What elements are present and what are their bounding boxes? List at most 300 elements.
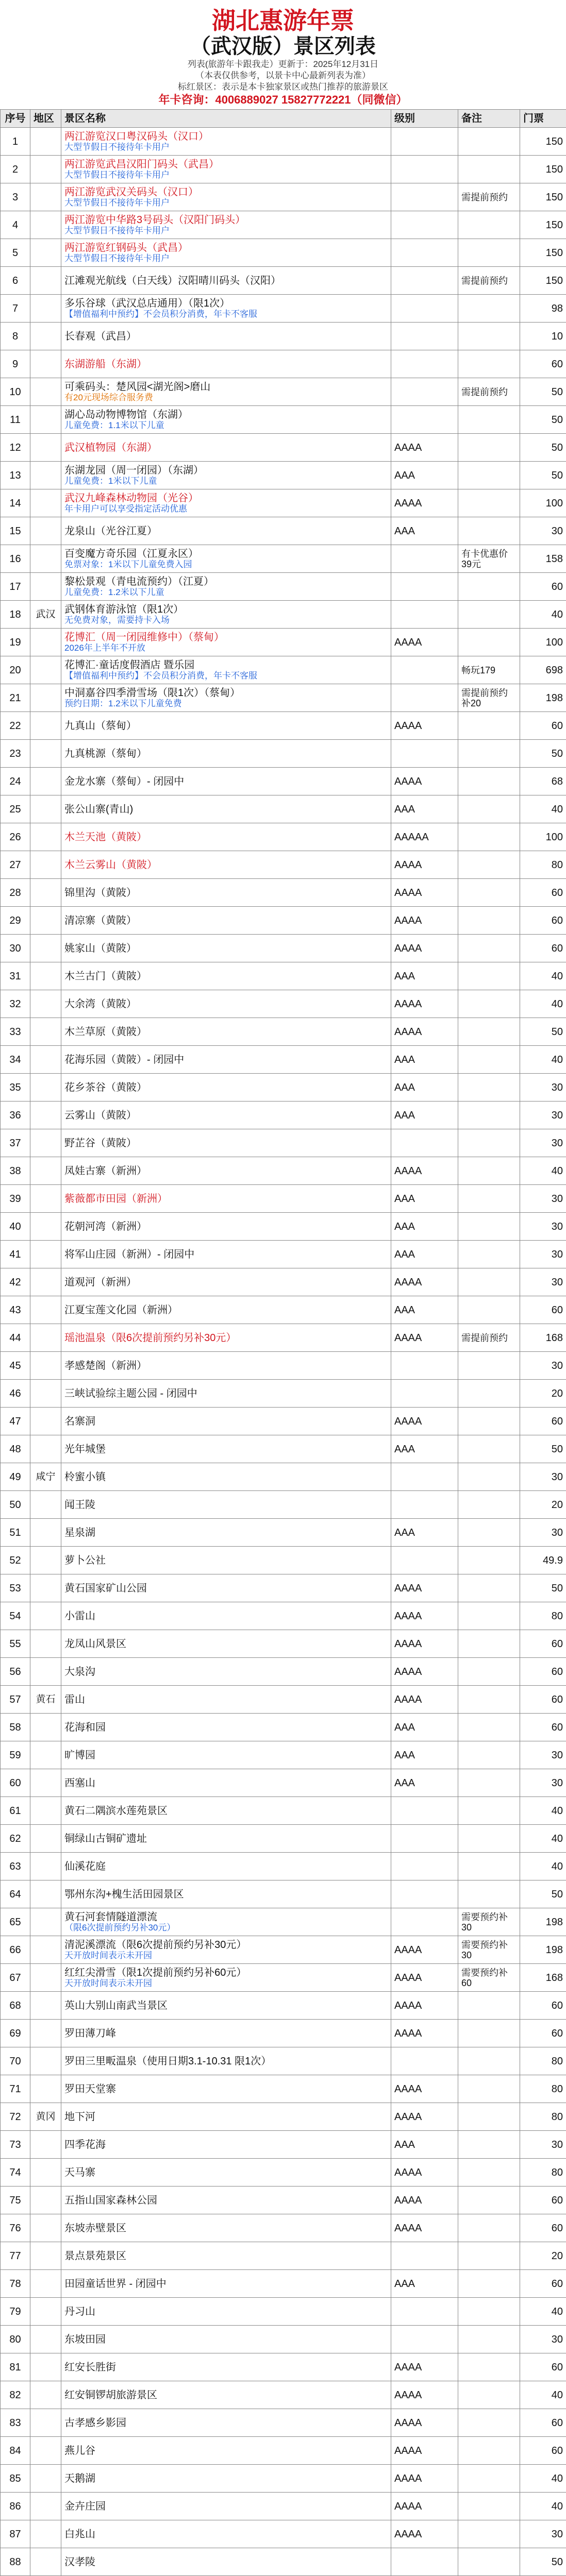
row-name-cell (61, 1630, 391, 1658)
page-title: 湖北惠游年票 (212, 7, 354, 34)
row-note (458, 1547, 520, 1574)
row-price: 30 (520, 1101, 566, 1129)
scenic-subnote: 天开放时间表示未开园 (64, 1978, 152, 1988)
row-name-cell (61, 2270, 391, 2298)
table-row (1, 573, 566, 601)
row-price: 80 (520, 851, 566, 879)
row-note (458, 1268, 520, 1296)
row-level (391, 1380, 458, 1408)
row-price: 198 (520, 1908, 566, 1936)
row-no: 42 (1, 1268, 30, 1296)
row-name-cell (61, 1491, 391, 1519)
row-name-cell (61, 323, 391, 350)
row-level: AAA (391, 1519, 458, 1547)
row-level: AAAA (391, 907, 458, 935)
row-note (458, 1129, 520, 1157)
scenic-subnote: 大型节假日不接待年卡用户 (64, 142, 170, 152)
row-price: 60 (520, 2187, 566, 2214)
row-no: 34 (1, 1046, 30, 1074)
scenic-name: 三峡试验综主题公园 - 闭园中 (64, 1387, 197, 1399)
row-level (391, 573, 458, 601)
row-region (30, 1992, 61, 2020)
column-header-price: 门票 (520, 110, 566, 128)
row-name-cell (61, 2465, 391, 2493)
row-price: 198 (520, 684, 566, 712)
row-region (30, 1296, 61, 1324)
scenic-name: 湖心岛动物博物馆（东湖） (64, 409, 188, 420)
table-row (1, 2437, 566, 2465)
row-region (30, 1741, 61, 1769)
row-note (458, 323, 520, 350)
row-note (458, 2409, 520, 2437)
row-name-cell (61, 1880, 391, 1908)
row-note (458, 211, 520, 239)
row-price: 60 (520, 2020, 566, 2047)
row-level (391, 1463, 458, 1491)
column-header-region: 地区 (30, 110, 61, 128)
row-note (458, 1880, 520, 1908)
row-name-cell (61, 183, 391, 211)
row-note (458, 1686, 520, 1714)
row-price: 60 (520, 1630, 566, 1658)
row-region (30, 907, 61, 935)
scenic-name: 百变魔方奇乐园（江夏永区） (64, 548, 198, 560)
scenic-name: 黄石二隅滨水莲苑景区 (64, 1805, 168, 1817)
row-note (458, 2131, 520, 2159)
row-name-cell (61, 1574, 391, 1602)
row-level: AAAA (391, 1157, 458, 1185)
row-region (30, 1519, 61, 1547)
row-no: 17 (1, 573, 30, 601)
row-name-cell (61, 2242, 391, 2270)
row-note (458, 1769, 520, 1797)
table-row (1, 1880, 566, 1908)
table-row (1, 1074, 566, 1101)
row-region (30, 1964, 61, 1992)
table-row (1, 2047, 566, 2075)
scenic-name: 可乘码头：楚风园<湖光阁>磨山 (64, 381, 211, 393)
row-level: AAAA (391, 2493, 458, 2520)
row-name-cell (61, 795, 391, 823)
row-name-cell (61, 573, 391, 601)
scenic-name: 地下河 (64, 2111, 95, 2123)
row-region (30, 1101, 61, 1129)
row-region (30, 434, 61, 462)
row-price: 50 (520, 434, 566, 462)
row-no: 31 (1, 962, 30, 990)
scenic-name: 仙溪花庭 (64, 1860, 106, 1872)
row-note (458, 462, 520, 489)
row-note (458, 406, 520, 434)
row-price: 50 (520, 1435, 566, 1463)
row-region (30, 1157, 61, 1185)
row-price: 40 (520, 1046, 566, 1074)
row-region (30, 156, 61, 183)
row-name-cell (61, 2437, 391, 2465)
row-region (30, 1018, 61, 1046)
row-name-cell (61, 2548, 391, 2576)
row-note (458, 629, 520, 656)
row-level: AAAA (391, 990, 458, 1018)
row-level: AAA (391, 1741, 458, 1769)
row-name-cell (61, 378, 391, 406)
reference-note: （本表仅供参考，以景卡中心最新列表为准） (195, 71, 371, 80)
table-row (1, 2298, 566, 2326)
scenic-name: 西塞山 (64, 1777, 95, 1789)
row-level: AAAA (391, 2353, 458, 2381)
row-region (30, 573, 61, 601)
scenic-name: 多乐谷球（武汉总店通用）（限1次） (64, 297, 230, 309)
row-price: 100 (520, 629, 566, 656)
row-price: 60 (520, 573, 566, 601)
row-price: 40 (520, 1797, 566, 1825)
row-region (30, 267, 61, 295)
scenic-name: 九真桃源（蔡甸） (64, 748, 147, 759)
row-level: AAA (391, 462, 458, 489)
row-region (30, 1352, 61, 1380)
row-no: 41 (1, 1241, 30, 1268)
row-no: 24 (1, 768, 30, 795)
table-row (1, 489, 566, 517)
scenic-name: 花博汇（周一闭园维修中）（蔡甸） (64, 631, 224, 643)
table-row (1, 1908, 566, 1936)
row-region (30, 2493, 61, 2520)
row-note (458, 2381, 520, 2409)
row-price: 40 (520, 962, 566, 990)
row-region: 黄冈 (30, 2103, 61, 2131)
row-no: 22 (1, 712, 30, 740)
row-note (458, 2214, 520, 2242)
row-level (391, 128, 458, 156)
row-region (30, 1491, 61, 1519)
row-region (30, 2270, 61, 2298)
row-region (30, 935, 61, 962)
row-region (30, 1853, 61, 1880)
row-no: 11 (1, 406, 30, 434)
row-name-cell (61, 962, 391, 990)
table-row (1, 1769, 566, 1797)
row-level (391, 350, 458, 378)
row-price: 68 (520, 768, 566, 795)
row-name-cell (61, 684, 391, 712)
scenic-name: 瑶池温泉（限6次提前预约另补30元） (64, 1332, 237, 1344)
row-level (391, 1547, 458, 1574)
table-row (1, 1936, 566, 1964)
row-region (30, 2075, 61, 2103)
row-region (30, 2242, 61, 2270)
row-name-cell (61, 656, 391, 684)
row-name-cell (61, 2159, 391, 2187)
row-note (458, 795, 520, 823)
scenic-name: 东湖龙园（周一闭园）（东湖） (64, 464, 204, 476)
row-region (30, 1658, 61, 1686)
row-no: 49 (1, 1463, 30, 1491)
row-no: 6 (1, 267, 30, 295)
row-price: 98 (520, 295, 566, 323)
scenic-name: 星泉湖 (64, 1527, 95, 1538)
table-row (1, 2103, 566, 2131)
row-region (30, 378, 61, 406)
row-name-cell (61, 2381, 391, 2409)
table-row (1, 1574, 566, 1602)
row-note (458, 990, 520, 1018)
row-level: AAA (391, 1435, 458, 1463)
table-row (1, 2465, 566, 2493)
row-price: 80 (520, 2075, 566, 2103)
row-no: 14 (1, 489, 30, 517)
table-row (1, 2326, 566, 2353)
row-note (458, 1658, 520, 1686)
scenic-name: 光年城堡 (64, 1443, 106, 1455)
row-level: AAA (391, 1101, 458, 1129)
row-note (458, 2298, 520, 2326)
row-level (391, 239, 458, 267)
row-note (458, 1408, 520, 1435)
row-region (30, 1602, 61, 1630)
scenic-name: 野芷谷（黄陂） (64, 1137, 137, 1149)
table-row (1, 1352, 566, 1380)
table-row (1, 935, 566, 962)
row-no: 80 (1, 2326, 30, 2353)
row-price: 60 (520, 2214, 566, 2242)
row-region (30, 1380, 61, 1408)
row-no: 64 (1, 1880, 30, 1908)
row-price: 50 (520, 2548, 566, 2576)
row-price: 158 (520, 545, 566, 573)
row-note (458, 128, 520, 156)
row-region (30, 879, 61, 907)
row-name-cell (61, 907, 391, 935)
row-level: AAAA (391, 1964, 458, 1992)
row-note: 需要预约补60 (458, 1964, 520, 1992)
row-price: 40 (520, 601, 566, 629)
row-note (458, 1797, 520, 1825)
row-level (391, 684, 458, 712)
row-level (391, 1908, 458, 1936)
row-level: AAAA (391, 2214, 458, 2242)
scenic-name: 闻王陵 (64, 1499, 95, 1511)
row-price: 60 (520, 2409, 566, 2437)
row-region (30, 2159, 61, 2187)
row-note (458, 935, 520, 962)
row-note (458, 2075, 520, 2103)
scenic-name: 孝感楚阁（新洲） (64, 1360, 147, 1371)
table-row (1, 1463, 566, 1491)
row-name-cell (61, 1463, 391, 1491)
table-row (1, 1268, 566, 1296)
row-note (458, 1435, 520, 1463)
row-price: 30 (520, 1129, 566, 1157)
row-region (30, 406, 61, 434)
row-name-cell (61, 517, 391, 545)
row-no: 25 (1, 795, 30, 823)
row-no: 43 (1, 1296, 30, 1324)
row-name-cell (61, 2409, 391, 2437)
row-price: 100 (520, 489, 566, 517)
scenic-name: 东湖游船（东湖） (64, 358, 147, 370)
table-row (1, 211, 566, 239)
row-no: 29 (1, 907, 30, 935)
row-level: AAAA (391, 1992, 458, 2020)
table-row (1, 434, 566, 462)
row-level: AAAA (391, 768, 458, 795)
row-name-cell (61, 1268, 391, 1296)
scenic-name: 古孝感乡影园 (64, 2417, 126, 2429)
row-name-cell (61, 1992, 391, 2020)
row-region (30, 1547, 61, 1574)
row-note (458, 489, 520, 517)
row-note (458, 1519, 520, 1547)
row-region (30, 462, 61, 489)
row-no: 9 (1, 350, 30, 378)
scenic-subnote: 天开放时间表示未开园 (64, 1950, 152, 1960)
table-row (1, 2159, 566, 2187)
row-price: 30 (520, 1519, 566, 1547)
row-no: 30 (1, 935, 30, 962)
row-no: 63 (1, 1853, 30, 1880)
row-level: AAAA (391, 1658, 458, 1686)
row-no: 79 (1, 2298, 30, 2326)
row-region (30, 1714, 61, 1741)
table-row (1, 1185, 566, 1213)
row-region (30, 545, 61, 573)
row-name-cell (61, 1046, 391, 1074)
row-name-cell (61, 1658, 391, 1686)
scenic-subnote: 有20元现场综合服务费 (64, 392, 153, 402)
table-row (1, 1435, 566, 1463)
row-region (30, 1268, 61, 1296)
scenic-name: 武钢体育游泳馆（限1次） (64, 603, 184, 615)
row-note (458, 907, 520, 935)
scenic-name: 小雷山 (64, 1610, 95, 1622)
scenic-name: 花乡茶谷（黄陂） (64, 1081, 147, 1093)
row-level: AAA (391, 2270, 458, 2298)
row-no: 28 (1, 879, 30, 907)
scenic-name: 花海乐园（黄陂）- 闭园中 (64, 1054, 185, 1065)
row-note: 需提前预约 (458, 183, 520, 211)
table-row (1, 2520, 566, 2548)
scenic-name: 田园童话世界 - 闭园中 (64, 2278, 167, 2290)
row-no: 69 (1, 2020, 30, 2047)
row-no: 47 (1, 1408, 30, 1435)
scenic-name: 天马寨 (64, 2166, 95, 2178)
row-name-cell (61, 851, 391, 879)
row-level: AAA (391, 2131, 458, 2159)
row-no: 57 (1, 1686, 30, 1714)
scenic-subnote: 年卡用户可以享受指定活动优惠 (64, 503, 187, 514)
row-note (458, 1463, 520, 1491)
row-note (458, 2103, 520, 2131)
table-row (1, 1686, 566, 1714)
row-name-cell (61, 406, 391, 434)
row-price: 20 (520, 2242, 566, 2270)
row-price: 50 (520, 406, 566, 434)
row-region (30, 1880, 61, 1908)
row-region (30, 1630, 61, 1658)
row-level: AAA (391, 795, 458, 823)
row-no: 76 (1, 2214, 30, 2242)
row-no: 38 (1, 1157, 30, 1185)
row-price: 50 (520, 1574, 566, 1602)
scenic-subnote: 免票对象：1米以下儿童免费入园 (64, 559, 192, 569)
scenic-name: 铜绿山古铜矿遗址 (64, 1833, 147, 1844)
scenic-name: 罗田薄刀峰 (64, 2027, 116, 2039)
row-no: 46 (1, 1380, 30, 1408)
scenic-name: 东坡赤壁景区 (64, 2222, 126, 2234)
scenic-subnote: 【增值福利中预约】不会员积分消费，年卡不客服 (64, 309, 257, 319)
row-level (391, 1352, 458, 1380)
row-no: 27 (1, 851, 30, 879)
table-row (1, 1992, 566, 2020)
row-no: 16 (1, 545, 30, 573)
row-region: 咸宁 (30, 1463, 61, 1491)
row-region (30, 1769, 61, 1797)
row-price: 30 (520, 1352, 566, 1380)
row-price: 30 (520, 1463, 566, 1491)
row-no: 65 (1, 1908, 30, 1936)
row-region (30, 629, 61, 656)
row-no: 35 (1, 1074, 30, 1101)
row-note: 需提前预约 (458, 1324, 520, 1352)
row-level: AAAA (391, 2187, 458, 2214)
row-no: 59 (1, 1741, 30, 1769)
row-name-cell (61, 211, 391, 239)
table-row (1, 2187, 566, 2214)
row-note (458, 1574, 520, 1602)
row-price: 30 (520, 1741, 566, 1769)
row-name-cell (61, 1741, 391, 1769)
row-note (458, 2020, 520, 2047)
row-note: 有卡优惠价39元 (458, 545, 520, 573)
table-row (1, 1129, 566, 1157)
row-note (458, 740, 520, 768)
scenic-subnote: 大型节假日不接待年卡用户 (64, 170, 170, 180)
row-price: 60 (520, 879, 566, 907)
row-region (30, 1074, 61, 1101)
row-note (458, 2353, 520, 2381)
scenic-name: 两江游览武汉关码头（汉口） (64, 186, 198, 198)
row-level (391, 2548, 458, 2576)
column-header-note: 备注 (458, 110, 520, 128)
row-no: 36 (1, 1101, 30, 1129)
scenic-name: 鄂州东沟+槐生活田园景区 (64, 1888, 184, 1900)
row-region (30, 1129, 61, 1157)
row-no: 51 (1, 1519, 30, 1547)
row-no: 3 (1, 183, 30, 211)
table-row (1, 267, 566, 295)
row-no: 67 (1, 1964, 30, 1992)
column-header-name: 景区名称 (61, 110, 391, 128)
scenic-name: 锦里沟（黄陂） (64, 887, 137, 899)
row-no: 87 (1, 2520, 30, 2548)
row-level (391, 378, 458, 406)
scenic-name: 黄石河套情隧道漂流 (64, 1911, 157, 1923)
scenic-subnote: 儿童免费：1.2米以下儿童 (64, 587, 164, 597)
row-region (30, 183, 61, 211)
scenic-subnote: 大型节假日不接待年卡用户 (64, 225, 170, 235)
row-no: 4 (1, 211, 30, 239)
row-region (30, 2381, 61, 2409)
scenic-name: 雷山 (64, 1693, 85, 1705)
row-name-cell (61, 1101, 391, 1129)
row-name-cell (61, 1769, 391, 1797)
row-no: 85 (1, 2465, 30, 2493)
row-level: AAAA (391, 2520, 458, 2548)
row-level (391, 183, 458, 211)
row-level: AAAA (391, 712, 458, 740)
row-price: 150 (520, 128, 566, 156)
row-note (458, 2465, 520, 2493)
